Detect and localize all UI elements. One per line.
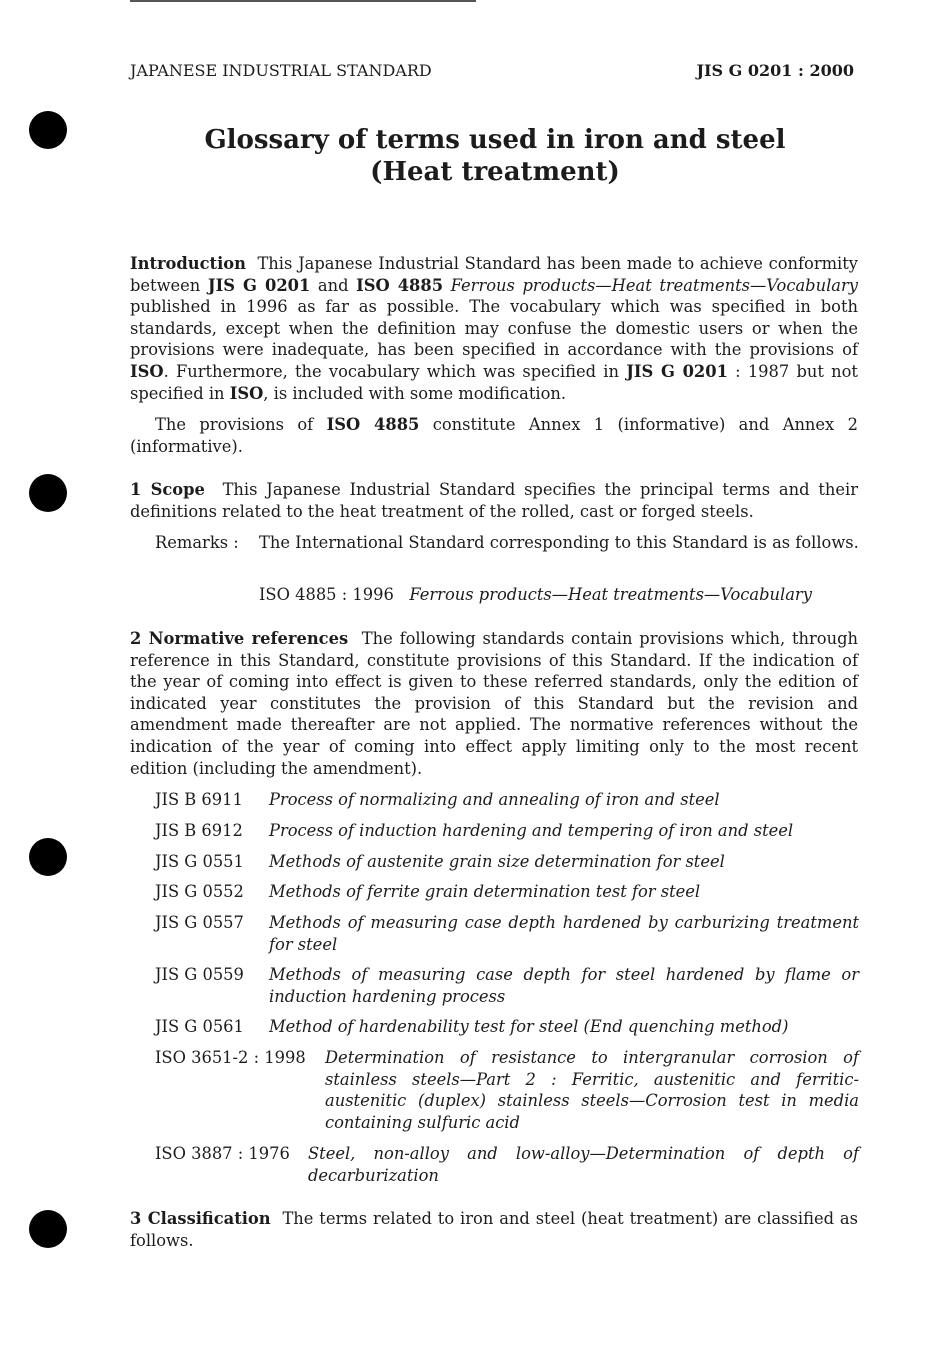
intro-ref: JIS G 0201 — [626, 361, 728, 381]
intro-ref: ISO 4885 — [326, 415, 420, 434]
top-rule — [130, 0, 476, 2]
reference-title: Process of induction hardening and tempering of iron and steel — [269, 821, 794, 840]
reference-title: Determination of resistance to intergranular corrosion of stainless steels—Part 2 : Ferritic, austenitic and ferritic-austenitic (duplex) stainless steels—Corrosion test in media containing sulfuric acid — [325, 1048, 859, 1132]
header-standard-number: JIS G 0201 : 2000 — [696, 61, 854, 80]
binder-hole — [29, 111, 67, 149]
reference-code: JIS G 0559 — [155, 965, 244, 984]
title-line-2: (Heat treatment) — [370, 157, 620, 187]
intro-text: This Japanese Industrial Standard has been made to achieve conformity between — [130, 254, 858, 295]
reference-code: JIS B 6911 — [155, 790, 243, 809]
reference-title: Steel, non-alloy and low-alloy—Determination of depth of decarburization — [308, 1144, 859, 1185]
intro-ref: JIS G 0201 — [207, 275, 311, 295]
remarks-label: Remarks : — [155, 533, 239, 552]
scope-paragraph — [130, 479, 858, 522]
reference-code: JIS G 0557 — [155, 913, 244, 932]
normative-text: The following standards contain provisions which, through reference in this Standard, constitute provisions of this Standard. If the indication of the year of coming into effect is given to these referred standards, only the edition of indicated year constitutes the provision of this Standard but the revision and amendment made thereafter are not applied. The normative references without the indication of the year of coming into effect apply limiting only to the most recent edition (including the amendment). — [130, 629, 859, 778]
binder-hole — [29, 838, 67, 876]
intro-ref: ISO — [130, 361, 164, 381]
reference-code: JIS G 0561 — [155, 1017, 244, 1036]
reference-title: Methods of measuring case depth for steel hardened by flame or induction hardening process — [269, 965, 859, 1006]
reference-code: JIS G 0551 — [155, 852, 244, 871]
classification-text: The terms related to iron and steel (heat treatment) are classified as follows. — [130, 1209, 858, 1250]
intro-ref: ISO 4885 — [356, 275, 444, 295]
reference-title: Process of normalizing and annealing of iron and steel — [269, 790, 720, 809]
header-standard-type: JAPANESE INDUSTRIAL STANDARD — [130, 61, 432, 80]
reference-code: ISO 3651-2 : 1998 — [155, 1048, 306, 1067]
reference-code: JIS B 6912 — [155, 821, 243, 840]
binder-hole — [29, 474, 67, 512]
iso-code: ISO 4885 : 1996 — [259, 585, 394, 604]
normative-paragraph — [130, 628, 858, 779]
intro-text: constitute Annex 1 (informative) and Annex 2 (informative). — [130, 415, 858, 456]
reference-title: Methods of measuring case depth hardened by carburizing treatment for steel — [269, 913, 859, 954]
intro-text: , is included with some modification. — [263, 383, 567, 403]
reference-title: Methods of ferrite grain determination test for steel — [269, 882, 701, 901]
reference-title: Method of hardenability test for steel (End quenching method) — [269, 1017, 789, 1036]
reference-code: ISO 3887 : 1976 — [155, 1144, 290, 1163]
intro-ref: ISO — [229, 383, 264, 403]
introduction-heading: Introduction — [130, 254, 246, 273]
intro-text: . Furthermore, the vocabulary which was specified in — [163, 361, 619, 381]
intro-text: : 1987 but not specified in — [130, 361, 858, 403]
classification-paragraph — [130, 1208, 858, 1251]
reference-title: Methods of austenite grain size determination for steel — [269, 852, 725, 871]
introduction-annex-paragraph — [130, 414, 858, 457]
intro-text: and — [317, 275, 349, 295]
title-line-1: Glossary of terms used in iron and steel — [204, 125, 786, 155]
scope-heading: 1 Scope — [130, 480, 205, 499]
normative-heading: 2 Normative references — [130, 629, 349, 648]
introduction-paragraph — [130, 253, 858, 404]
remarks-iso-ref — [259, 584, 812, 606]
scope-text: This Japanese Industrial Standard specifies the principal terms and their definitions related to the heat treatment of the rolled, cast or forged steels. — [130, 480, 858, 521]
intro-text: published in 1996 as far as possible. The vocabulary which was specified in both standards, except when the definition may confuse the domestic users or when the provisions were inadequate, has been specified in accordance with the provisions of — [130, 297, 858, 360]
page-title — [130, 124, 860, 188]
intro-ref-title: Ferrous products—Heat treatments—Vocabulary — [450, 275, 858, 295]
intro-text: The provisions of — [155, 415, 314, 434]
binder-hole — [29, 1210, 67, 1248]
classification-heading: 3 Classification — [130, 1209, 271, 1228]
reference-code: JIS G 0552 — [155, 882, 244, 901]
remarks-text: The International Standard corresponding to this Standard is as follows. — [259, 533, 859, 552]
iso-title: Ferrous products—Heat treatments—Vocabulary — [409, 585, 812, 604]
